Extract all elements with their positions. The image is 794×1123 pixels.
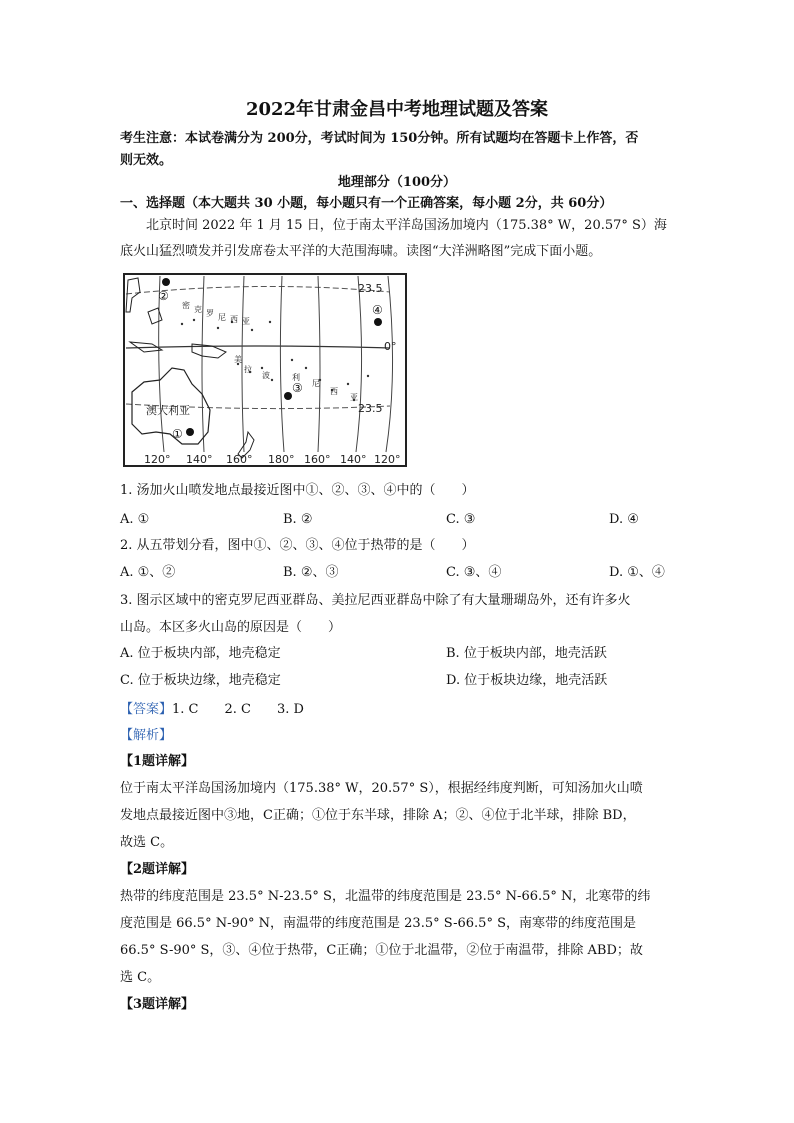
q1-option-b: B. ② <box>283 512 313 527</box>
detail1-line: 故选 C。 <box>120 835 174 850</box>
island-label: 尼 <box>312 379 320 388</box>
lon-label: 180° <box>268 453 295 466</box>
q3-stem-line-2: 山岛。本区多火山岛的原因是（ ） <box>120 620 342 635</box>
part1-heading: 一、选择题（本大题共 30 小题，每小题只有一个正确答案，每小题 2分，共 60分） <box>120 196 613 211</box>
intro-line-1: 北京时间 2022 年 1 月 15 日，位于南太平洋岛国汤加境内（175.38° W，20.57° S）海 <box>146 218 667 233</box>
detail2-line: 66.5° S-90° S，③、④位于热带，C正确；①位于北温带，②位于南温带，排除 ABD；故 <box>120 943 643 958</box>
analysis-label: 【解析】 <box>120 728 173 743</box>
marker-dot-1 <box>186 428 194 436</box>
lat-label-equator: 0° <box>384 340 397 353</box>
q2-option-b: B. ②、③ <box>283 565 339 580</box>
detail1-line: 发地点最接近图中③地，C正确；①位于东半球，排除 A；②、④位于北半球，排除 BD， <box>120 808 636 823</box>
lon-label: 160° <box>226 453 253 466</box>
q2-option-a: A. ①、② <box>120 565 176 580</box>
detail1-line: 位于南太平洋岛国汤加境内（175.38° W，20.57° S），根据经纬度判断，可知汤加火山喷 <box>120 781 643 796</box>
q1-option-d: D. ④ <box>609 512 639 527</box>
island-label: 尼 <box>218 313 226 322</box>
section-title: 地理部分（100分） <box>337 175 457 190</box>
q1-stem: 1. 汤加火山喷发地点最接近图中①、②、③、④中的（ ） <box>120 483 475 498</box>
q2-option-c: C. ③、④ <box>446 565 502 580</box>
lon-label: 120° <box>374 453 401 466</box>
island-label: 亚 <box>242 317 250 326</box>
oceania-map <box>122 272 408 468</box>
answer-row <box>120 701 304 719</box>
notice-line-1: 考生注意：本试卷满分为 200分，考试时间为 150分钟。所有试题均在答题卡上作答，否 <box>120 131 639 146</box>
lat-label-23s: 23.5 <box>358 402 383 415</box>
q1-option-a: A. ① <box>120 512 150 527</box>
detail2-line: 热带的纬度范围是 23.5° N-23.5° S，北温带的纬度范围是 23.5° N-66.5° N，北寒带的纬 <box>120 889 651 904</box>
island-label: 罗 <box>206 309 214 318</box>
marker-4: ④ <box>372 303 383 317</box>
q2-stem: 2. 从五带划分看，图中①、②、③、④位于热带的是（ ） <box>120 538 475 553</box>
intro-line-2: 底火山猛烈喷发并引发席卷太平洋的大范围海啸。读图“大洋洲略图”完成下面小题。 <box>120 244 602 259</box>
australia-label: 澳大利亚 <box>146 404 190 417</box>
answer-text: 1. C 2. C 3. D <box>172 702 304 717</box>
island-label: 密 <box>182 301 190 310</box>
q3-option-c: C. 位于板块边缘，地壳稳定 <box>120 673 281 688</box>
marker-dot-2 <box>162 278 170 286</box>
island-label: 西 <box>230 315 238 324</box>
marker-dot-3 <box>284 392 292 400</box>
q3-option-d: D. 位于板块边缘，地壳活跃 <box>446 673 608 688</box>
lon-label: 140° <box>186 453 213 466</box>
island-label: 拉 <box>244 365 252 374</box>
lon-label: 140° <box>340 453 367 466</box>
detail2-line: 选 C。 <box>120 970 161 985</box>
notice-line-2: 则无效。 <box>120 153 173 168</box>
lat-label-23n: 23.5 <box>358 282 383 295</box>
marker-2: ② <box>158 289 169 303</box>
island-label: 西 <box>330 387 338 396</box>
island-label: 克 <box>194 305 202 314</box>
detail3-label: 【3题详解】 <box>120 997 195 1012</box>
detail1-label: 【1题详解】 <box>120 754 195 769</box>
detail2-label: 【2题详解】 <box>120 862 195 877</box>
q1-option-c: C. ③ <box>446 512 476 527</box>
island-label: 亚 <box>350 393 358 402</box>
page-title: 2022年甘肃金昌中考地理试题及答案 <box>245 99 549 120</box>
q3-option-a: A. 位于板块内部，地壳稳定 <box>120 646 281 661</box>
marker-dot-4 <box>374 318 382 326</box>
q3-stem-line-1: 3. 图示区域中的密克罗尼西亚群岛、美拉尼西亚群岛中除了有大量珊瑚岛外，还有许多火 <box>120 593 631 608</box>
lon-label: 160° <box>304 453 331 466</box>
answer-label: 【答案】 <box>120 702 173 717</box>
q2-option-d: D. ①、④ <box>609 565 665 580</box>
island-label: 美 <box>234 355 242 364</box>
detail2-line: 度范围是 66.5° N-90° N，南温带的纬度范围是 23.5° S-66.5° S，南寒带的纬度范围是 <box>120 916 636 931</box>
island-label: 利 <box>292 373 300 382</box>
marker-3: ③ <box>292 381 303 395</box>
q3-option-b: B. 位于板块内部，地壳活跃 <box>446 646 607 661</box>
island-label: 波 <box>262 371 270 380</box>
marker-1: ① <box>172 427 183 441</box>
lon-label: 120° <box>144 453 171 466</box>
